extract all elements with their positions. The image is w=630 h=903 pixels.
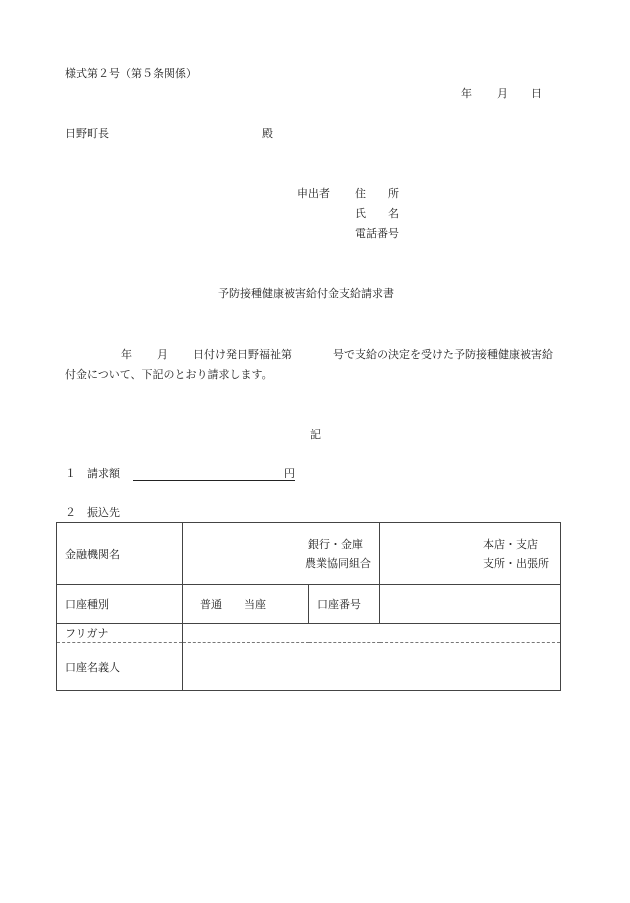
body-month: 月 (157, 348, 168, 361)
table-row (57, 624, 561, 643)
bank-type-2: 農業協同組合 (305, 556, 371, 570)
applicant-label: 申出者 (297, 187, 330, 200)
claim-amount-field[interactable] (133, 467, 295, 481)
institution-label: 金融機関名 (57, 523, 183, 585)
document-title: 予防接種健康被害給付金支給請求書 (218, 287, 394, 300)
body-line1-rest: 日付け発日野福祉第 (193, 348, 292, 361)
account-number-label: 口座番号 (309, 585, 380, 624)
applicant-phone-label: 電話番号 (355, 227, 399, 240)
table-row (57, 585, 561, 624)
applicant-name-label: 氏 名 (355, 207, 399, 220)
account-type-options[interactable]: 普通 当座 (183, 585, 309, 624)
account-type-label: 口座種別 (57, 585, 183, 624)
addressee: 日野町長 (65, 127, 109, 140)
item1-unit: 円 (284, 467, 295, 480)
institution-branch-cell[interactable] (380, 523, 561, 585)
bank-transfer-table (56, 522, 561, 691)
item2-number: ２ (65, 506, 76, 519)
branch-type-2: 支所・出張所 (483, 556, 549, 570)
date-day: 日 (531, 87, 542, 100)
account-holder-label: 口座名義人 (57, 643, 183, 691)
ki-heading: 記 (310, 428, 321, 441)
bank-type-1: 銀行・金庫 (308, 537, 363, 551)
account-holder-field[interactable] (183, 643, 561, 691)
date-year: 年 (461, 87, 472, 100)
applicant-address-label: 住 所 (355, 187, 399, 200)
table-row (57, 643, 561, 691)
form-number: 様式第２号（第５条関係） (65, 67, 197, 80)
body-line1-tail: 号で支給の決定を受けた予防接種健康被害給 (333, 348, 553, 361)
institution-bank-cell[interactable] (183, 523, 380, 585)
table-row (57, 523, 561, 585)
furigana-label: フリガナ (57, 624, 183, 643)
branch-type-1: 本店・支店 (483, 537, 538, 551)
item1-number: １ (65, 467, 76, 480)
body-year: 年 (121, 348, 132, 361)
honorific: 殿 (262, 127, 273, 140)
account-number-field[interactable] (380, 585, 561, 624)
date-month: 月 (497, 87, 508, 100)
furigana-field[interactable] (183, 624, 561, 643)
body-line2: 付金について、下記のとおり請求します。 (65, 368, 273, 381)
item1-label: 請求額 (87, 467, 120, 480)
item2-label: 振込先 (87, 506, 120, 519)
